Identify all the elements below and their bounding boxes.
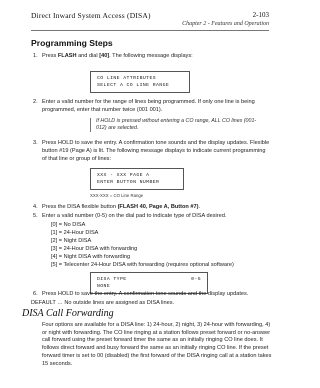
page-number: 2-103 xyxy=(252,11,269,19)
option-item: [4] = Night DISA with forwarding xyxy=(51,254,131,260)
program-code: [40] xyxy=(99,53,110,59)
chapter-subtitle: Chapter 2 - Features and Operation xyxy=(182,21,269,27)
step-number: 5. xyxy=(33,213,38,219)
disa-button-ref: (FLASH 40, Page A, Button #7) xyxy=(117,204,199,210)
header-rule xyxy=(31,30,269,31)
option-item: [5] = Telecenter 24-Hour DISA with forwarding (requires optional software) xyxy=(51,262,234,268)
option-item: [0] = No DISA xyxy=(51,222,86,228)
lcd-display-3: DISA TYPE 0-5 NONE xyxy=(90,272,208,294)
flash-key: FLASH xyxy=(57,53,77,59)
running-header-title: Direct Inward System Access (DISA) xyxy=(31,11,151,20)
display-caption: XXX-XXX = CO Line Range xyxy=(90,193,144,198)
lcd-display-2: XXX - XXX PAGE A ENTER BUTTON NUMBER xyxy=(90,168,184,190)
step-5: 5. Enter a valid number (0-5) on the dial pad to indicate type of DISA desired. xyxy=(33,213,227,219)
step-6: 6. Press HOLD to save the entry. A confirmation tone sounds and the display updates. xyxy=(33,291,249,297)
note-bar xyxy=(90,118,91,132)
step-number: 3. xyxy=(33,140,38,146)
lcd-display-1: CO LINE ATTRIBUTES SELECT A CO LINE RANGE xyxy=(90,71,190,93)
step-number: 1. xyxy=(33,53,38,59)
option-item: [2] = Night DISA xyxy=(51,238,92,244)
step-3: 3. Press HOLD to save the entry. A confirmation tone sounds and the display updates. Flexible button #19 (Page A) is lit. The following message displays to indicate current programming of that line or group of lines: xyxy=(33,140,270,162)
call-forwarding-paragraph: Four options are available for a DISA line: 1) 24-hour, 2) night, 3) 24-hour with forwarding, 4) or night with forwarding. The CO line ringing at a station follows preset forward or no-answer call forward using the preset forward timer the same as an initially ringing CO line does. It follows direct forward and busy forward the same as an initially ringing CO line. If the preset forward timer is set to 00 (disabled) the first forward of the DISA ringing call at a station takes 15 seconds. xyxy=(42,322,272,367)
note-text: If HOLD is pressed without entering a CO range, ALL CO lines (001-012) are selected. xyxy=(96,118,257,131)
step-number: 6. xyxy=(33,291,38,297)
option-item: [1] = 24-Hour DISA xyxy=(51,230,99,236)
section-heading: Programming Steps xyxy=(31,38,113,48)
step-4: 4. Press the DISA flexible button (FLASH 40, Page A, Button #7). xyxy=(33,204,201,210)
step-number: 4. xyxy=(33,204,38,210)
step-1: 1. Press FLASH and dial [40]. The following message displays: xyxy=(33,53,193,59)
step-number: 2. xyxy=(33,99,38,105)
default-note: DEFAULT … No outside lines are assigned as DISA lines. xyxy=(31,300,175,306)
step-2: 2. Enter a valid number for the range of lines being programmed. If only one line is being programmed, enter that number twice (001 001). xyxy=(33,99,255,113)
call-forwarding-heading: DISA Call Forwarding xyxy=(22,308,114,319)
option-item: [3] = 24-Hour DISA with forwarding xyxy=(51,246,138,252)
